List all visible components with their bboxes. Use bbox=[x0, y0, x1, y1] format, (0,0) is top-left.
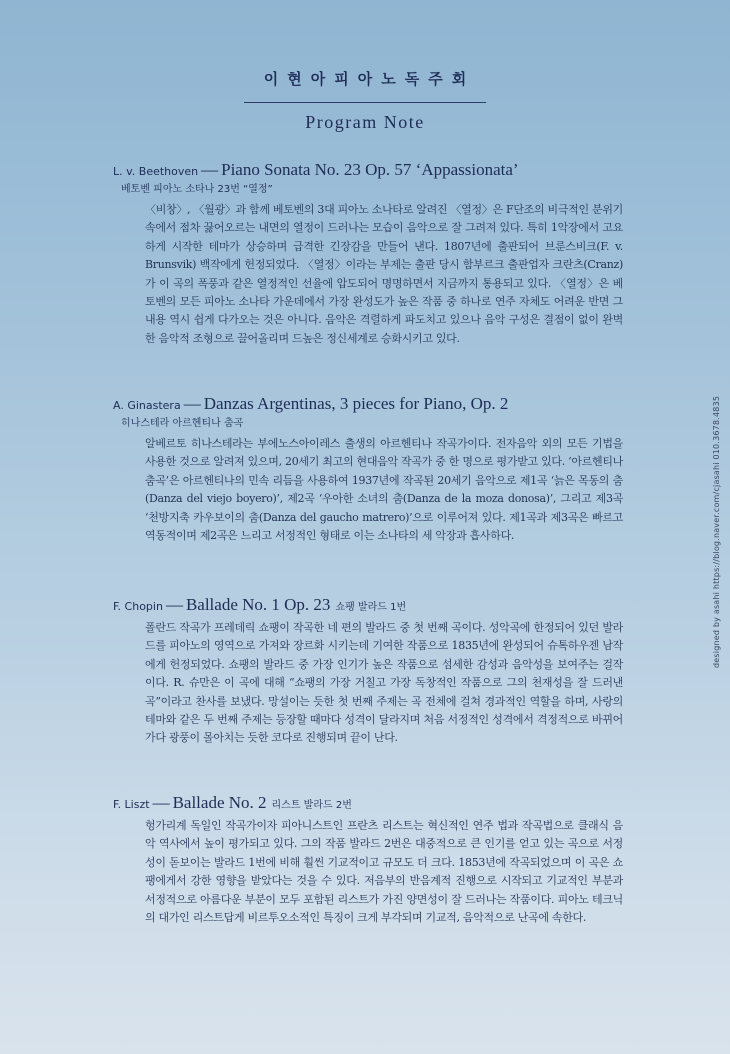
composer-name: A. Ginastera bbox=[113, 399, 181, 412]
em-dash: — bbox=[183, 394, 201, 413]
composer-name: F. Liszt bbox=[113, 798, 150, 811]
recital-title: 이현아피아노독주회 bbox=[263, 70, 476, 88]
piece-heading bbox=[113, 793, 623, 816]
korean-title: 베토벤 피아노 소타나 23번 “열정” bbox=[121, 184, 273, 195]
composer-name: F. Chopin bbox=[113, 600, 163, 613]
piece-title: Ballade No. 1 Op. 23 bbox=[185, 595, 331, 614]
em-dash: — bbox=[201, 160, 219, 179]
header-divider bbox=[244, 102, 486, 103]
piece-title: Piano Sonata No. 23 Op. 57 ‘Appassionata’ bbox=[221, 160, 519, 179]
piece-title: Danzas Argentinas, 3 pieces for Piano, Op. 2 bbox=[203, 394, 509, 413]
program-note-text: 헝가리계 독일인 작곡가이자 피아니스트인 프란츠 리스트는 혁신적인 연주 법과 작곡법으로 클래식 음악 역사에서 높이 평가되고 있다. 그의 작품 발라드 2번은 대중적으로 큰 인기를 얻고 있는 곡으로 서정성이 돋보이는 발라드 1번에 비해 훨씬 기교적이고 규모도 더 크다. 1853년에 작곡되었으며 이 곡은 쇼팽에게서 강한 영향을 받았다는 것을 수 있다. 저음부의 반음계적 진행으로 시작되고 기교적인 부분과 서정적으로 아름다운 부분이 모두 포함된 리스트가 가진 양면성이 잘 드러나는 작품이다. 피아노 테크닉의 대가인 리스트답게 비르투오소적인 특징이 크게 부각되며 기교적, 음악적으로 난곡에 속한다. bbox=[145, 819, 623, 925]
program-section-ginastera bbox=[113, 394, 623, 545]
piece-heading bbox=[113, 595, 623, 618]
em-dash: — bbox=[165, 595, 183, 614]
piece-title: Ballade No. 2 bbox=[172, 793, 267, 812]
korean-title: 리스트 발라드 2번 bbox=[271, 800, 352, 811]
program-note-heading: Program Note bbox=[305, 112, 425, 132]
program-section-liszt bbox=[113, 793, 623, 927]
program-section-chopin bbox=[113, 595, 623, 748]
piece-heading bbox=[113, 160, 623, 182]
header bbox=[0, 68, 730, 133]
program-note-text: 폴란드 작곡가 프레데릭 쇼팽이 작곡한 네 편의 발라드 중 첫 번째 곡이다. 성악곡에 한정되어 있던 발라드를 피아노의 영역으로 가져와 장르화 시키는데 기여한 작품으로 1835년에 완성되어 슈톡하우젠 남작에게 헌정되었다. 쇼팽의 발라드 중 가장 인기가 높은 작품으로 섬세한 감성과 음악성을 보여주는 걸작이다. R. 슈만은 이 곡에 대해 “쇼팽의 가장 거칠고 가장 독창적인 작품으로 그의 천재성을 잘 드러낸 곡”이라고 찬사를 보냈다. 망설이는 듯한 첫 번째 주제는 곡 전체에 걸쳐 경과적인 역할을 하며, 사랑의 테마와 같은 두 번째 주제는 등장할 때마다 성격이 달라지며 처음 서정적인 성격에서 격정적으로 바뀌어 가다 광풍이 몰아치는 듯한 코다로 진행되며 끝이 난다. bbox=[145, 621, 623, 745]
designer-credit: designed by asahi https://blog.naver.com/cjasahi 010.3678.4835 bbox=[712, 395, 721, 668]
program-note-text: 〈비창〉, 〈월광〉과 함께 베토벤의 3대 피아노 소나타로 알려진 〈열정〉은 F단조의 비극적인 분위기 속에서 점차 끓어오르는 내면의 열정이 드러나는 모습이 음악으로 잘 그려져 있다. 특히 1악장에서 고요하게 시작한 테마가 상승하며 급격한 긴장감을 만들어 낸다. 1807년에 출판되어 브룬스비크(F. v. Brunsvik) 백작에게 헌정되었다. 〈열정〉이라는 부제는 출판 당시 함부르크 출판업자 크란츠(Cranz)가 이 곡의 폭풍과 같은 열정적인 선율에 압도되어 명명하면서 지금까지 통용되고 있다. 〈열정〉은 베토벤의 모든 피아노 소나타 가운데에서 가장 완성도가 높은 작품 중 하나로 연주 자체도 어려운 반면 그 내용 역시 쉽게 다가오는 것은 아니다. 음악은 격렬하게 파도치고 있으나 음악 구성은 결점이 없이 완벽한 음악적 조형으로 끌어올리며 드높은 정신세계로 승화시키고 있다. bbox=[145, 203, 623, 345]
korean-title: 히나스테라 아르헨티나 춤곡 bbox=[121, 418, 244, 429]
program-section-beethoven bbox=[113, 160, 623, 348]
program-note-text: 알베르토 히나스테라는 부에노스아이레스 출생의 아르헨티나 작곡가이다. 전자음악 외의 모든 기법을 사용한 것으로 알려져 있으며, 20세기 최고의 현대음악 작곡가 중 한 명으로 평가받고 있다. ‘아르헨티나 춤곡’은 아르헨티나의 민속 리듬을 사용하여 1937년에 작곡된 20세기 음악으로 제1곡 ‘늙은 목동의 춤(Danza del viejo boyero)’, 제2곡 ‘우아한 소녀의 춤(Danza de la moza donosa)’, 그리고 제3곡 ‘천방지축 카우보이의 춤(Danza del gaucho matrero)’으로 이루어져 있다. 제1곡과 제3곡은 빠르고 역동적이며 제2곡은 느리고 서정적인 형태로 이는 소나타의 세 악장과 흡사하다. bbox=[145, 437, 623, 543]
composer-name: L. v. Beethoven bbox=[113, 165, 199, 178]
em-dash: — bbox=[152, 793, 170, 812]
piece-heading bbox=[113, 394, 623, 416]
korean-title: 쇼팽 발라드 1번 bbox=[335, 602, 407, 613]
